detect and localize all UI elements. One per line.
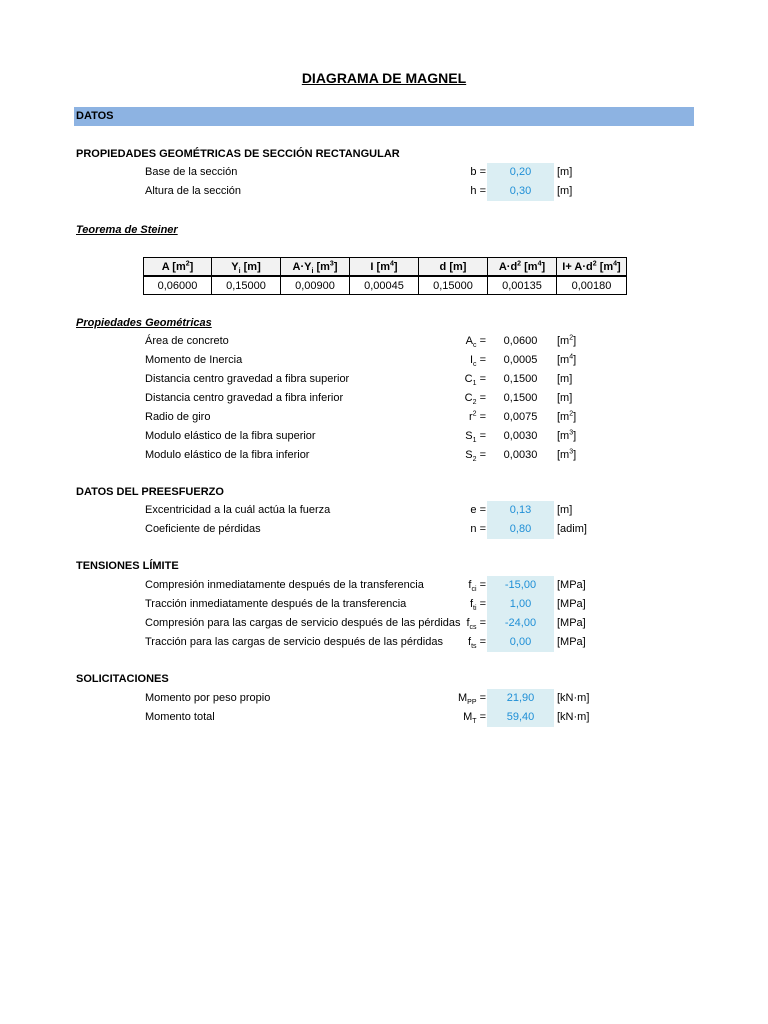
symbol-equals: =: [476, 373, 486, 385]
param-label: Momento de Inercia: [145, 354, 243, 366]
tens-heading: TENSIONES LÍMITE: [76, 560, 179, 572]
page-title: DIAGRAMA DE MAGNEL: [301, 70, 467, 86]
param-unit: [557, 598, 586, 610]
param-label: Compresión inmediatamente después de la transferencia: [145, 579, 424, 591]
steiner-header-d: d [m]: [419, 258, 488, 277]
param-symbol: [418, 335, 486, 350]
symbol-subscript: 1: [472, 380, 477, 388]
steiner-table: [143, 257, 627, 295]
pre-heading: DATOS DEL PREESFUERZO: [76, 486, 224, 498]
unit-text: [m: [557, 335, 570, 347]
symbol-equals: =: [476, 598, 486, 610]
param-unit: [557, 692, 589, 704]
symbol-equals: =: [476, 392, 486, 404]
param-unit: [557, 166, 572, 178]
symbol-subscript: ci: [471, 586, 477, 594]
symbol-equals: =: [476, 430, 486, 442]
param-symbol: [418, 449, 486, 464]
param-label: Momento por peso propio: [145, 692, 271, 704]
unit-text: [m]: [557, 166, 573, 178]
symbol-equals: =: [476, 711, 486, 723]
param-label: Modulo elástico de la fibra inferior: [145, 449, 310, 461]
symbol-equals: =: [476, 354, 486, 366]
unit-end: ]: [573, 449, 577, 461]
param-symbol: [418, 504, 486, 516]
symbol-equals: =: [476, 692, 486, 704]
input-value-cell[interactable]: 0,20: [487, 163, 554, 182]
param-row: [0, 408, 768, 427]
symbol-base: M: [458, 692, 468, 704]
param-unit: [557, 392, 572, 404]
param-symbol: [418, 579, 486, 594]
input-value-cell[interactable]: 0,13: [487, 501, 554, 520]
param-label: Coeficiente de pérdidas: [145, 523, 261, 535]
param-label: Altura de la sección: [145, 185, 241, 197]
symbol-base: b: [470, 166, 477, 178]
unit-text: [MPa]: [557, 617, 586, 629]
symbol-base: I: [469, 354, 474, 366]
symbol-equals: =: [476, 335, 486, 347]
param-unit: [557, 449, 576, 461]
input-value-cell[interactable]: 0,00: [487, 633, 554, 652]
steiner-header-a-d2: $A\cdot d^2$ $[m^4]$: [488, 258, 557, 277]
param-unit: [557, 430, 576, 442]
param-symbol: [418, 617, 486, 632]
symbol-subscript: PP: [467, 699, 477, 707]
param-row: [0, 389, 768, 408]
symbol-equals: =: [476, 523, 486, 535]
param-label: Radio de giro: [145, 411, 211, 423]
param-row: [0, 614, 768, 633]
steiner-cell[interactable]: 0,00900: [281, 276, 350, 295]
param-row: [0, 520, 768, 539]
computed-value-cell[interactable]: 0,0600: [503, 335, 538, 347]
param-row: [0, 633, 768, 652]
datos-header-bar: DATOS: [74, 107, 694, 126]
symbol-subscript: T: [472, 718, 477, 726]
symbol-base: M: [463, 711, 473, 723]
unit-text: [m: [557, 411, 570, 423]
symbol-subscript: 1: [472, 437, 477, 445]
param-row: [0, 182, 768, 201]
unit-end: ]: [573, 354, 577, 366]
computed-value-cell[interactable]: 0,0075: [503, 411, 538, 423]
unit-text: [m: [557, 449, 570, 461]
unit-text: [m: [557, 354, 570, 366]
param-label: Tracción inmediatamente después de la transferencia: [145, 598, 407, 610]
param-label: Compresión para las cargas de servicio después de las pérdidas: [145, 617, 461, 629]
unit-text: [MPa]: [557, 636, 586, 648]
steiner-header-yi: $Y_i$ [m]: [212, 258, 281, 277]
symbol-base: n: [470, 523, 477, 535]
steiner-cell[interactable]: 0,06000: [144, 276, 212, 295]
steiner-header-a-yi: $A\cdot Y_i$ $[m^3]$: [281, 258, 350, 277]
steiner-heading: Teorema de Steiner: [76, 224, 178, 236]
input-value-cell[interactable]: 1,00: [487, 595, 554, 614]
sol-heading: SOLICITACIONES: [76, 673, 169, 685]
input-value-cell[interactable]: 0,80: [487, 520, 554, 539]
steiner-cell[interactable]: 0,15000: [419, 276, 488, 295]
input-value-cell[interactable]: 21,90: [487, 689, 554, 708]
param-unit: [557, 711, 589, 723]
symbol-base: S: [465, 430, 473, 442]
param-row: [0, 689, 768, 708]
computed-value-cell[interactable]: 0,1500: [503, 373, 538, 385]
param-label: Base de la sección: [145, 166, 238, 178]
param-symbol: [418, 598, 486, 613]
symbol-base: f: [466, 617, 470, 629]
steiner-cell[interactable]: 0,00045: [350, 276, 419, 295]
symbol-equals: =: [476, 185, 486, 197]
symbol-base: A: [465, 335, 474, 347]
symbol-subscript: ti: [473, 605, 477, 613]
param-unit: [557, 335, 576, 347]
symbol-subscript: c: [473, 342, 477, 350]
param-unit: [557, 354, 576, 366]
symbol-subscript: cs: [469, 624, 477, 632]
param-symbol: [418, 711, 486, 726]
param-unit: [557, 523, 587, 535]
param-label: Momento total: [145, 711, 215, 723]
param-unit: [557, 411, 576, 423]
unit-text: [kN·m]: [557, 711, 590, 723]
param-label: Excentricidad a la cuál actúa la fuerza: [145, 504, 331, 516]
param-unit: [557, 504, 572, 516]
unit-superscript: 3: [569, 448, 574, 456]
input-value-cell[interactable]: 0,30: [487, 182, 554, 201]
symbol-base: C: [464, 373, 473, 385]
param-symbol: [418, 354, 486, 369]
symbol-base: r: [468, 411, 473, 423]
param-symbol: [418, 373, 486, 388]
param-row: [0, 501, 768, 520]
symbol-equals: =: [476, 636, 486, 648]
unit-superscript: 2: [569, 334, 574, 342]
param-row: [0, 427, 768, 446]
param-symbol: [418, 185, 486, 197]
computed-value-cell[interactable]: 0,0030: [503, 430, 538, 442]
param-unit: [557, 185, 572, 197]
symbol-base: f: [469, 598, 474, 610]
param-symbol: [418, 692, 486, 707]
symbol-base: f: [468, 579, 472, 591]
unit-end: ]: [573, 411, 577, 423]
symbol-subscript: c: [473, 361, 477, 369]
steiner-header-total: $I+ A\cdot d^2$ $[m^4]$: [557, 258, 627, 277]
param-row: [0, 370, 768, 389]
symbol-equals: =: [476, 449, 486, 461]
computed-value-cell[interactable]: 0,0030: [503, 449, 538, 461]
param-row: [0, 576, 768, 595]
param-row: [0, 163, 768, 182]
param-unit: [557, 373, 572, 385]
steiner-cell[interactable]: 0,15000: [212, 276, 281, 295]
param-label: Área de concreto: [145, 335, 229, 347]
input-value-cell[interactable]: 59,40: [487, 708, 554, 727]
unit-end: ]: [573, 335, 577, 347]
computed-value-cell[interactable]: 0,1500: [503, 392, 538, 404]
symbol-equals: =: [476, 579, 486, 591]
unit-text: [m]: [557, 392, 573, 404]
param-row: [0, 351, 768, 370]
rect-section-heading: PROPIEDADES GEOMÉTRICAS DE SECCIÓN RECTANGULAR: [76, 148, 400, 160]
param-symbol: [418, 392, 486, 407]
unit-end: ]: [573, 430, 577, 442]
input-value-cell[interactable]: -15,00: [487, 576, 554, 595]
unit-superscript: 3: [569, 429, 574, 437]
symbol-base: h: [470, 185, 477, 197]
symbol-equals: =: [476, 411, 486, 423]
symbol-equals: =: [476, 617, 486, 629]
unit-text: [MPa]: [557, 598, 586, 610]
param-symbol: [418, 411, 486, 423]
unit-text: [m]: [557, 373, 573, 385]
steiner-value-row: [144, 276, 627, 295]
unit-text: [m]: [557, 185, 573, 197]
unit-text: [adim]: [557, 523, 587, 535]
param-label: Modulo elástico de la fibra superior: [145, 430, 316, 442]
input-value-cell[interactable]: -24,00: [487, 614, 554, 633]
computed-value-cell[interactable]: 0,0005: [503, 354, 538, 366]
param-label: Tracción para las cargas de servicio después de las pérdidas: [145, 636, 443, 648]
unit-text: [m]: [557, 504, 573, 516]
symbol-equals: =: [476, 166, 486, 178]
param-symbol: [418, 636, 486, 651]
geo-heading: Propiedades Geométricas: [76, 317, 212, 329]
steiner-header-inertia: I $[m^4]$: [350, 258, 419, 277]
unit-text: [kN·m]: [557, 692, 590, 704]
steiner-cell[interactable]: 0,00180: [557, 276, 627, 295]
param-unit: [557, 636, 586, 648]
steiner-header-row: [144, 258, 627, 277]
steiner-cell[interactable]: 0,00135: [488, 276, 557, 295]
param-row: [0, 595, 768, 614]
unit-superscript: 2: [569, 410, 574, 418]
param-row: [0, 332, 768, 351]
unit-text: [m: [557, 430, 570, 442]
param-unit: [557, 617, 586, 629]
symbol-equals: =: [476, 504, 486, 516]
param-label: Distancia centro gravedad a fibra superior: [145, 373, 350, 385]
unit-superscript: 4: [569, 353, 574, 361]
param-row: [0, 446, 768, 465]
param-symbol: [418, 166, 486, 178]
symbol-base: C: [464, 392, 473, 404]
symbol-base: e: [470, 504, 477, 516]
param-unit: [557, 579, 586, 591]
param-symbol: [418, 430, 486, 445]
symbol-base: S: [465, 449, 473, 461]
param-symbol: [418, 523, 486, 535]
symbol-base: f: [468, 636, 472, 648]
param-row: [0, 708, 768, 727]
symbol-superscript: 2: [472, 410, 477, 418]
symbol-subscript: 2: [472, 399, 477, 407]
symbol-subscript: ts: [471, 643, 477, 651]
steiner-header-area: A $[m^2]$: [144, 258, 212, 277]
unit-text: [MPa]: [557, 579, 586, 591]
symbol-subscript: 2: [472, 456, 477, 464]
param-label: Distancia centro gravedad a fibra inferior: [145, 392, 344, 404]
